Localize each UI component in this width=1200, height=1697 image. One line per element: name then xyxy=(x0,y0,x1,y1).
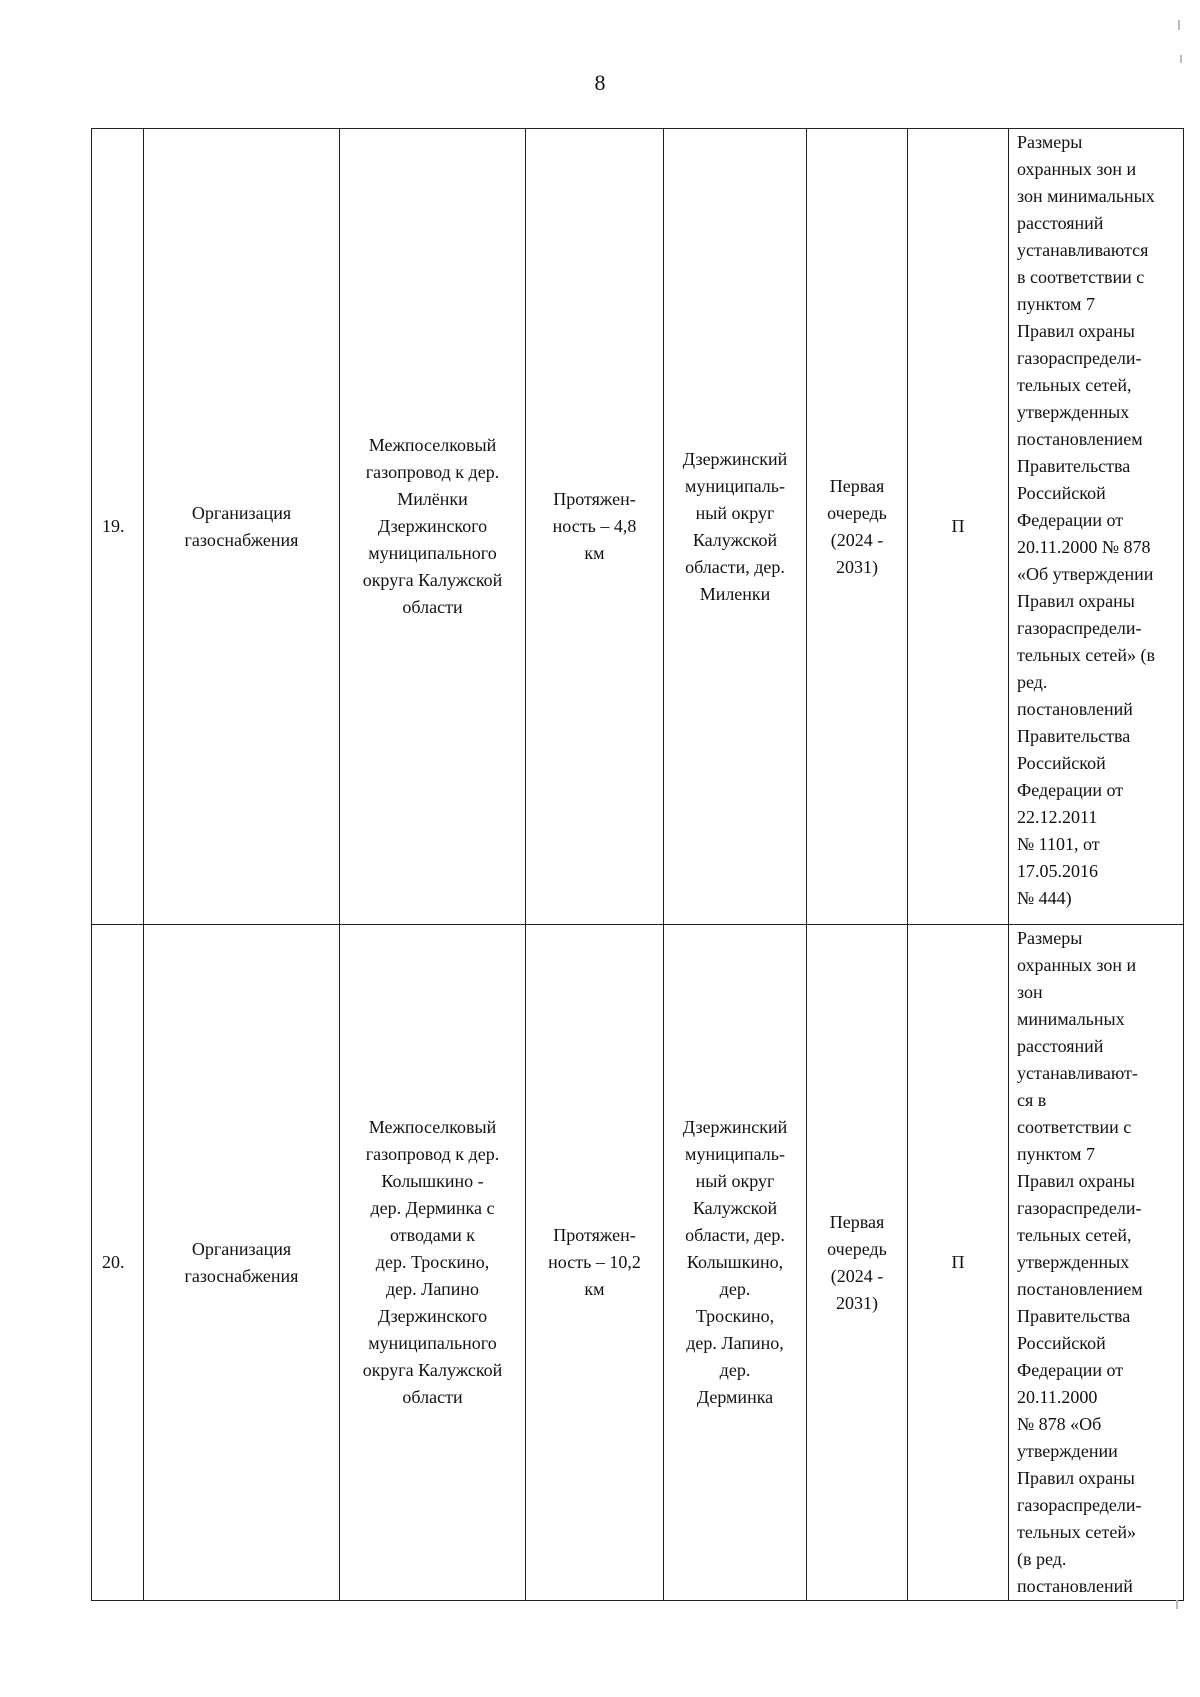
table-row xyxy=(92,129,1184,925)
organization-cell: Организация газоснабжения xyxy=(144,129,340,925)
stage-cell: Первая очередь (2024 - 2031) xyxy=(807,129,908,925)
page-number: 8 xyxy=(594,70,606,95)
object-name-cell: Межпоселковый газопровод к дер. Колышкино - дер. Дерминка с отводами к дер. Троскино, дер. Лапино Дзержинского муниципального округа Калужской области xyxy=(340,925,526,1601)
scan-artifact xyxy=(1176,1600,1178,1609)
organization-cell: Организация газоснабжения xyxy=(144,925,340,1601)
scan-artifact xyxy=(1178,20,1180,30)
row-number-cell: 20. xyxy=(92,925,144,1601)
note-cell: Размеры охранных зон и зон минимальных расстояний устанавливаются в соответствии с пунктом 7 Правил охраны газораспредели- тельных сетей, утвержденных постановлением Правительства Российской Федерации от 20.11.2000 № 878 «Об утверждении Правил охраны газораспредели- тельных сетей» (в ред. постановлений Правительства Российской Федерации от 22.12.2011 № 1101, от 17.05.2016 № 444) xyxy=(1009,129,1184,925)
object-name-cell: Межпоселковый газопровод к дер. Милёнки Дзержинского муниципального округа Калужской области xyxy=(340,129,526,925)
location-cell: Дзержинский муниципаль- ный округ Калужской области, дер. Миленки xyxy=(664,129,807,925)
table-row xyxy=(92,925,1184,1601)
location-cell: Дзержинский муниципаль- ный округ Калужской области, дер. Колышкино, дер. Троскино, дер. Лапино, дер. Дерминка xyxy=(664,925,807,1601)
status-cell: П xyxy=(908,925,1009,1601)
scan-artifact xyxy=(1180,55,1182,63)
document-table xyxy=(91,128,1184,1601)
status-cell: П xyxy=(908,129,1009,925)
note-cell: Размеры охранных зон и зон минимальных расстояний устанавливают- ся в соответствии с пунктом 7 Правил охраны газораспредели- тельных сетей, утвержденных постановлением Правительства Российской Федерации от 20.11.2000 № 878 «Об утверждении Правил охраны газораспредели- тельных сетей» (в ред. постановлений xyxy=(1009,925,1184,1601)
length-cell: Протяжен- ность – 10,2 км xyxy=(526,925,664,1601)
stage-cell: Первая очередь (2024 - 2031) xyxy=(807,925,908,1601)
length-cell: Протяжен- ность – 4,8 км xyxy=(526,129,664,925)
row-number-cell: 19. xyxy=(92,129,144,925)
